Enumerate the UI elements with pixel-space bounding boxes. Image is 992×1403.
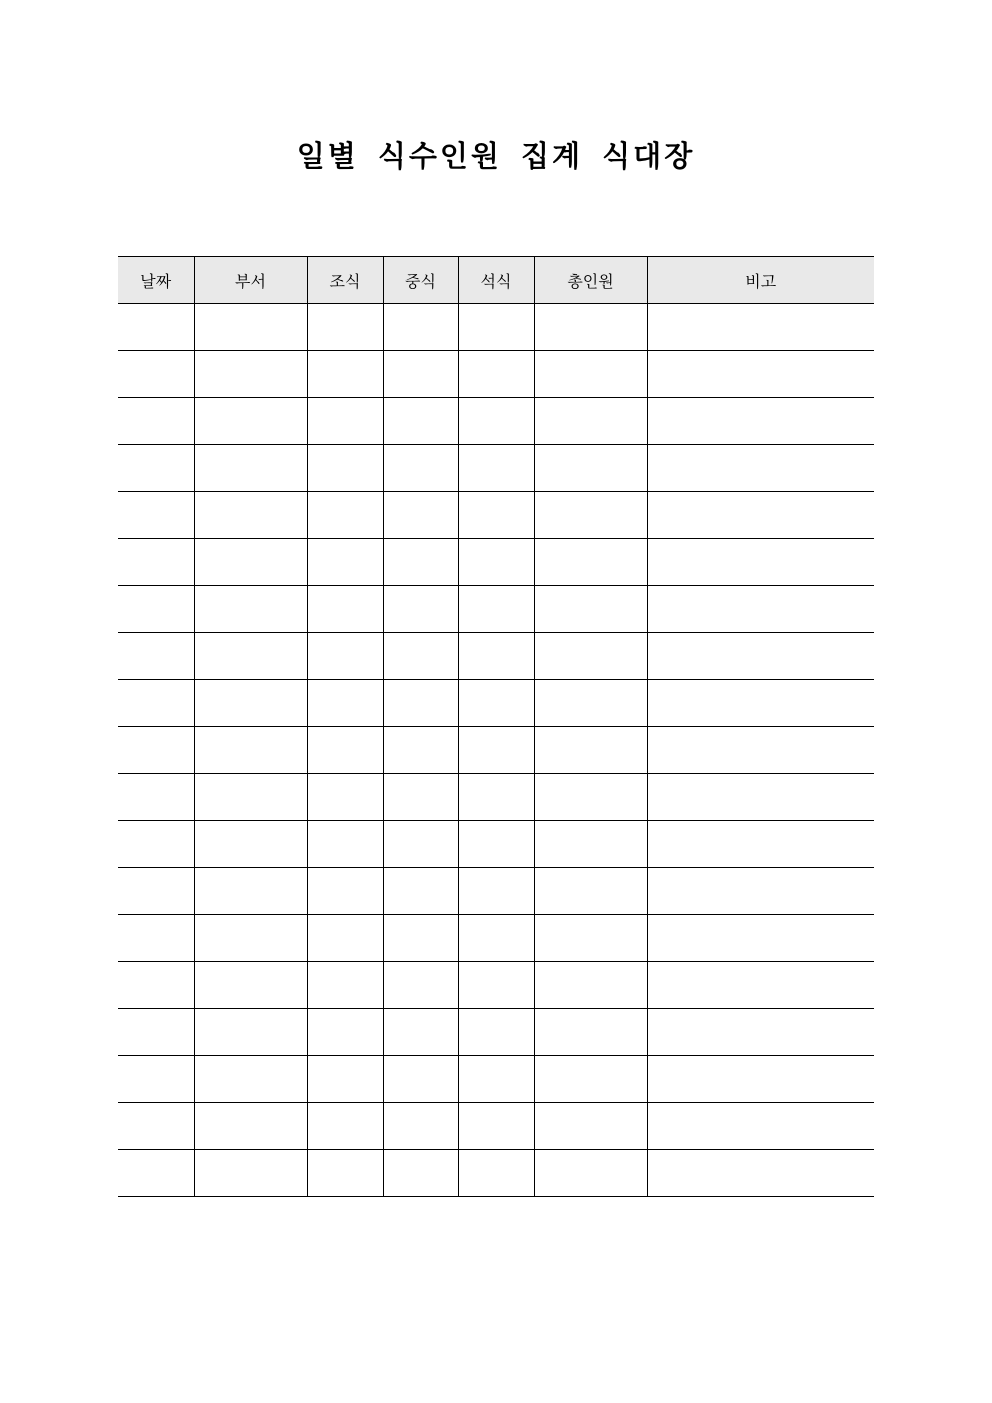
cell-remarks[interactable] bbox=[647, 915, 874, 962]
table-row bbox=[118, 1150, 874, 1197]
cell-date[interactable] bbox=[118, 586, 194, 633]
cell-breakfast[interactable] bbox=[307, 304, 383, 351]
cell-remarks[interactable] bbox=[647, 304, 874, 351]
cell-dinner[interactable] bbox=[458, 445, 534, 492]
cell-total-people[interactable] bbox=[534, 633, 647, 680]
cell-department[interactable] bbox=[194, 445, 307, 492]
cell-total-people[interactable] bbox=[534, 727, 647, 774]
cell-dinner[interactable] bbox=[458, 633, 534, 680]
header-lunch: 중식 bbox=[383, 257, 458, 304]
cell-breakfast[interactable] bbox=[307, 445, 383, 492]
cell-total-people[interactable] bbox=[534, 304, 647, 351]
cell-date[interactable] bbox=[118, 398, 194, 445]
cell-date[interactable] bbox=[118, 774, 194, 821]
table-header-row bbox=[118, 257, 874, 304]
cell-department[interactable] bbox=[194, 727, 307, 774]
cell-date[interactable] bbox=[118, 727, 194, 774]
header-total-people: 총인원 bbox=[534, 257, 647, 304]
cell-dinner[interactable] bbox=[458, 821, 534, 868]
cell-lunch[interactable] bbox=[383, 1009, 458, 1056]
cell-date[interactable] bbox=[118, 1150, 194, 1197]
cell-lunch[interactable] bbox=[383, 915, 458, 962]
cell-dinner[interactable] bbox=[458, 351, 534, 398]
cell-remarks[interactable] bbox=[647, 351, 874, 398]
cell-breakfast[interactable] bbox=[307, 1056, 383, 1103]
cell-date[interactable] bbox=[118, 633, 194, 680]
cell-dinner[interactable] bbox=[458, 1056, 534, 1103]
cell-total-people[interactable] bbox=[534, 774, 647, 821]
cell-breakfast[interactable] bbox=[307, 351, 383, 398]
cell-total-people[interactable] bbox=[534, 445, 647, 492]
cell-lunch[interactable] bbox=[383, 304, 458, 351]
cell-dinner[interactable] bbox=[458, 1150, 534, 1197]
cell-breakfast[interactable] bbox=[307, 398, 383, 445]
table-row bbox=[118, 868, 874, 915]
cell-date[interactable] bbox=[118, 915, 194, 962]
cell-breakfast[interactable] bbox=[307, 680, 383, 727]
table-row bbox=[118, 1103, 874, 1150]
cell-date[interactable] bbox=[118, 821, 194, 868]
cell-date[interactable] bbox=[118, 962, 194, 1009]
cell-breakfast[interactable] bbox=[307, 1009, 383, 1056]
cell-lunch[interactable] bbox=[383, 351, 458, 398]
cell-department[interactable] bbox=[194, 915, 307, 962]
cell-date[interactable] bbox=[118, 680, 194, 727]
cell-date[interactable] bbox=[118, 1056, 194, 1103]
cell-dinner[interactable] bbox=[458, 1009, 534, 1056]
cell-date[interactable] bbox=[118, 1103, 194, 1150]
table-row bbox=[118, 633, 874, 680]
cell-dinner[interactable] bbox=[458, 868, 534, 915]
cell-department[interactable] bbox=[194, 868, 307, 915]
cell-lunch[interactable] bbox=[383, 962, 458, 1009]
cell-total-people[interactable] bbox=[534, 962, 647, 1009]
cell-total-people[interactable] bbox=[534, 868, 647, 915]
cell-lunch[interactable] bbox=[383, 680, 458, 727]
table-body bbox=[118, 304, 874, 1197]
cell-department[interactable] bbox=[194, 1056, 307, 1103]
cell-breakfast[interactable] bbox=[307, 821, 383, 868]
cell-remarks[interactable] bbox=[647, 962, 874, 1009]
cell-lunch[interactable] bbox=[383, 539, 458, 586]
cell-lunch[interactable] bbox=[383, 445, 458, 492]
cell-remarks[interactable] bbox=[647, 1056, 874, 1103]
cell-remarks[interactable] bbox=[647, 868, 874, 915]
cell-dinner[interactable] bbox=[458, 774, 534, 821]
cell-total-people[interactable] bbox=[534, 586, 647, 633]
cell-dinner[interactable] bbox=[458, 539, 534, 586]
document-title: 일별 식수인원 집계 식대장 bbox=[296, 139, 696, 173]
cell-total-people[interactable] bbox=[534, 351, 647, 398]
cell-remarks[interactable] bbox=[647, 445, 874, 492]
cell-breakfast[interactable] bbox=[307, 727, 383, 774]
cell-total-people[interactable] bbox=[534, 539, 647, 586]
cell-date[interactable] bbox=[118, 351, 194, 398]
cell-dinner[interactable] bbox=[458, 398, 534, 445]
cell-breakfast[interactable] bbox=[307, 492, 383, 539]
cell-breakfast[interactable] bbox=[307, 868, 383, 915]
header-date: 날짜 bbox=[118, 257, 194, 304]
table-row bbox=[118, 821, 874, 868]
table-row bbox=[118, 304, 874, 351]
cell-department[interactable] bbox=[194, 1103, 307, 1150]
cell-remarks[interactable] bbox=[647, 633, 874, 680]
cell-breakfast[interactable] bbox=[307, 915, 383, 962]
cell-remarks[interactable] bbox=[647, 1009, 874, 1056]
cell-department[interactable] bbox=[194, 586, 307, 633]
cell-date[interactable] bbox=[118, 539, 194, 586]
table-row bbox=[118, 962, 874, 1009]
cell-lunch[interactable] bbox=[383, 586, 458, 633]
cell-remarks[interactable] bbox=[647, 398, 874, 445]
cell-department[interactable] bbox=[194, 680, 307, 727]
cell-remarks[interactable] bbox=[647, 821, 874, 868]
cell-dinner[interactable] bbox=[458, 492, 534, 539]
header-department: 부서 bbox=[194, 257, 307, 304]
table-row bbox=[118, 539, 874, 586]
cell-department[interactable] bbox=[194, 774, 307, 821]
cell-remarks[interactable] bbox=[647, 586, 874, 633]
table-row bbox=[118, 351, 874, 398]
cell-lunch[interactable] bbox=[383, 821, 458, 868]
cell-date[interactable] bbox=[118, 492, 194, 539]
cell-total-people[interactable] bbox=[534, 398, 647, 445]
table-row bbox=[118, 774, 874, 821]
cell-total-people[interactable] bbox=[534, 915, 647, 962]
table-row bbox=[118, 915, 874, 962]
cell-dinner[interactable] bbox=[458, 962, 534, 1009]
table-row bbox=[118, 1009, 874, 1056]
table-row bbox=[118, 586, 874, 633]
cell-date[interactable] bbox=[118, 868, 194, 915]
cell-remarks[interactable] bbox=[647, 492, 874, 539]
cell-total-people[interactable] bbox=[534, 1150, 647, 1197]
cell-total-people[interactable] bbox=[534, 1009, 647, 1056]
header-dinner: 석식 bbox=[458, 257, 534, 304]
meal-count-table bbox=[118, 256, 874, 1197]
cell-breakfast[interactable] bbox=[307, 1103, 383, 1150]
cell-breakfast[interactable] bbox=[307, 1150, 383, 1197]
cell-department[interactable] bbox=[194, 962, 307, 1009]
cell-dinner[interactable] bbox=[458, 727, 534, 774]
table-row bbox=[118, 398, 874, 445]
cell-lunch[interactable] bbox=[383, 1103, 458, 1150]
cell-dinner[interactable] bbox=[458, 304, 534, 351]
cell-breakfast[interactable] bbox=[307, 774, 383, 821]
cell-department[interactable] bbox=[194, 633, 307, 680]
cell-department[interactable] bbox=[194, 1009, 307, 1056]
header-breakfast: 조식 bbox=[307, 257, 383, 304]
cell-lunch[interactable] bbox=[383, 727, 458, 774]
cell-breakfast[interactable] bbox=[307, 962, 383, 1009]
cell-total-people[interactable] bbox=[534, 680, 647, 727]
cell-department[interactable] bbox=[194, 304, 307, 351]
cell-department[interactable] bbox=[194, 539, 307, 586]
table-row bbox=[118, 445, 874, 492]
cell-dinner[interactable] bbox=[458, 680, 534, 727]
cell-breakfast[interactable] bbox=[307, 539, 383, 586]
cell-total-people[interactable] bbox=[534, 492, 647, 539]
cell-department[interactable] bbox=[194, 492, 307, 539]
cell-date[interactable] bbox=[118, 304, 194, 351]
cell-department[interactable] bbox=[194, 821, 307, 868]
cell-dinner[interactable] bbox=[458, 1103, 534, 1150]
cell-remarks[interactable] bbox=[647, 539, 874, 586]
cell-breakfast[interactable] bbox=[307, 633, 383, 680]
table-row bbox=[118, 727, 874, 774]
cell-lunch[interactable] bbox=[383, 1150, 458, 1197]
table-row bbox=[118, 492, 874, 539]
cell-lunch[interactable] bbox=[383, 492, 458, 539]
cell-lunch[interactable] bbox=[383, 1056, 458, 1103]
cell-dinner[interactable] bbox=[458, 586, 534, 633]
cell-remarks[interactable] bbox=[647, 1103, 874, 1150]
header-remarks: 비고 bbox=[647, 257, 874, 304]
cell-lunch[interactable] bbox=[383, 868, 458, 915]
cell-lunch[interactable] bbox=[383, 398, 458, 445]
cell-date[interactable] bbox=[118, 1009, 194, 1056]
cell-lunch[interactable] bbox=[383, 633, 458, 680]
cell-remarks[interactable] bbox=[647, 727, 874, 774]
cell-breakfast[interactable] bbox=[307, 586, 383, 633]
table-row bbox=[118, 1056, 874, 1103]
cell-dinner[interactable] bbox=[458, 915, 534, 962]
cell-department[interactable] bbox=[194, 351, 307, 398]
cell-lunch[interactable] bbox=[383, 774, 458, 821]
table-row bbox=[118, 680, 874, 727]
cell-department[interactable] bbox=[194, 1150, 307, 1197]
cell-remarks[interactable] bbox=[647, 1150, 874, 1197]
cell-date[interactable] bbox=[118, 445, 194, 492]
cell-total-people[interactable] bbox=[534, 821, 647, 868]
cell-total-people[interactable] bbox=[534, 1103, 647, 1150]
cell-remarks[interactable] bbox=[647, 680, 874, 727]
cell-remarks[interactable] bbox=[647, 774, 874, 821]
cell-department[interactable] bbox=[194, 398, 307, 445]
cell-total-people[interactable] bbox=[534, 1056, 647, 1103]
